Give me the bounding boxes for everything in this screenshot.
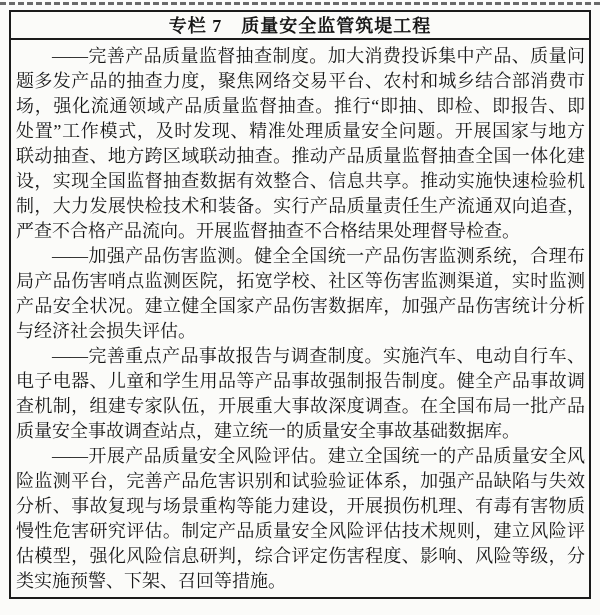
text-line: 局产品伤害哨点监测医院，拓宽学校、社区等伤害监测渠道，实时监测 (16, 271, 585, 291)
text-line: 查机制，组建专家队伍，开展重大事故深度调查。在全国布局一批产品 (16, 396, 585, 416)
text-line: 险监测平台，完善产品危害识别和试验验证体系，加强产品缺陷与失效 (16, 471, 585, 491)
text-line: 场，强化流通领域产品质量监督抽查。推行“即抽、即检、即报告、即 (16, 96, 585, 116)
text-line: 质量安全事故调查站点，建立统一的质量安全事故基础数据库。 (16, 421, 520, 441)
text-line: 产品安全状况。建立健全国家产品伤害数据库，加强产品伤害统计分析 (16, 296, 585, 316)
text-line: 题多发产品的抽查力度，聚焦网络交易平台、农村和城乡结合部消费市 (16, 71, 585, 91)
text-line: 类实施预警、下架、召回等措施。 (16, 571, 286, 591)
text-line: 制，大力发展快检技术和装备。实行产品质量责任生产流通双向追查， (16, 196, 585, 216)
text-line: 慢性危害研究评估。制定产品质量安全风险评估技术规则，建立风险评 (16, 521, 585, 541)
text-line: 分析、事故复现与场景重构等能力建设，开展损伤机理、有毒有害物质 (16, 496, 585, 516)
paragraph (16, 244, 585, 344)
paragraph (16, 444, 585, 594)
text-line: 严查不合格产品流向。开展监督抽查不合格结果处理督导检查。 (16, 221, 520, 241)
text-line: ——开展产品质量安全风险评估。建立全国统一的产品质量安全风 (52, 446, 585, 466)
page-edge-line (0, 2, 600, 5)
column-title: 专栏 7 质量安全监管筑堤工程 (11, 12, 589, 40)
text-line: 估模型，强化风险信息研判，综合评定伤害程度、影响、风险等级，分 (16, 546, 585, 566)
box-body (11, 40, 589, 594)
paragraph (16, 344, 585, 444)
text-line: 设，实现全国监督抽查数据有效整合、信息共享。推动实施快速检验机 (16, 171, 585, 191)
text-line: 联动抽查、地方跨区域联动抽查。推动产品质量监督抽查全国一体化建 (16, 146, 585, 166)
text-line: 与经济社会损失评估。 (16, 321, 196, 341)
paragraph (16, 44, 585, 244)
text-line: ——完善产品质量监督抽查制度。加大消费投诉集中产品、质量问 (52, 46, 585, 66)
text-line: ——完善重点产品事故报告与调查制度。实施汽车、电动自行车、 (52, 346, 585, 366)
text-line: 处置”工作模式，及时发现、精准处理质量安全问题。开展国家与地方 (16, 121, 585, 141)
column-box (9, 10, 591, 599)
text-line: 电子电器、儿童和学生用品等产品事故强制报告制度。健全产品事故调 (16, 371, 585, 391)
text-line: ——加强产品伤害监测。健全全国统一产品伤害监测系统，合理布 (52, 246, 585, 266)
